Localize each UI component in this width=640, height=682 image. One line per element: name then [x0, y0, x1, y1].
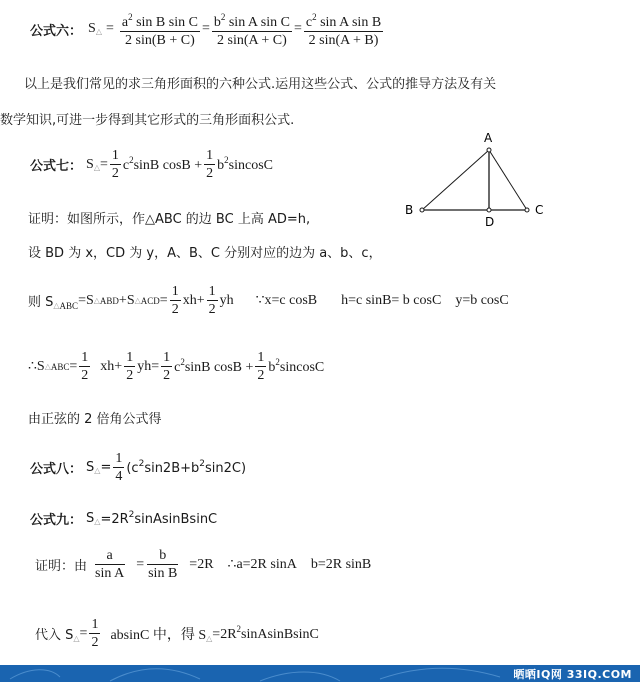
- proof-seven-area-sum: 则 $S_{\triangle ABC}$ =S △ ABD +S △ ACD = $\frac{1}{2}$ xh+ $\frac{1}{2}$ yh ∵x=c cosB h=c sinB= b cosC y=b cosC: [28, 284, 509, 317]
- vertex-label-a: A: [484, 131, 493, 145]
- term-c: $c^2\sin B$ cosB +: [174, 357, 254, 375]
- equals: =: [99, 156, 108, 172]
- triangle-diagram: [400, 128, 560, 228]
- paragraph-line-1: 以上是我们常见的求三角形面积的六种公式.运用这些公式、公式的推导方法及有关: [24, 77, 497, 92]
- substitute-s: 代入 $S_\triangle$: [35, 628, 80, 643]
- vertex-label-b: B: [405, 203, 414, 217]
- term-xh: xh+: [100, 358, 123, 374]
- equals: =: [105, 21, 114, 36]
- fraction-half: $\frac{1}{2}$: [208, 284, 216, 317]
- area-symbol: $S_\triangle$: [86, 511, 101, 526]
- area-symbol: $S_\triangle$: [88, 21, 102, 36]
- area-abc: 则 $S_{\triangle ABC}$: [28, 294, 79, 311]
- fraction-half: $\frac{1}{2}$: [126, 350, 134, 383]
- proof-seven-line-1: 证明：如图所示，作△ABC 的边 BC 上高 AD=h,: [28, 212, 311, 227]
- formula-six: [30, 10, 385, 48]
- formula-nine: [30, 509, 217, 528]
- fraction-half: $\frac{1}{2}$: [206, 148, 214, 181]
- fraction-half: $\frac{1}{2}$: [111, 148, 119, 181]
- fraction-half: $\frac{1}{2}$: [171, 284, 179, 317]
- y-equation: y=b cosC: [455, 292, 509, 308]
- fraction-half: $\frac{1}{2}$: [163, 350, 171, 383]
- term-xh: xh+: [182, 292, 205, 308]
- equals: =: [100, 460, 112, 475]
- equals: =: [201, 21, 210, 36]
- formula-eight: [30, 451, 246, 484]
- h-equation: h=c sinB= b cosC: [341, 292, 442, 308]
- plus-s: +S: [118, 292, 135, 308]
- sub-acd: ACD: [140, 295, 160, 306]
- term-b: $b^2sincosC$: [217, 155, 274, 173]
- therefore-s: ∴S: [28, 359, 45, 374]
- sub-abd: ABD: [99, 295, 119, 306]
- equals: =: [79, 625, 88, 641]
- equals: =: [136, 556, 145, 572]
- equals: =: [159, 292, 168, 308]
- absinC-text: absinC 中，得 $S_\triangle$: [110, 627, 213, 643]
- proof-nine-line-2: [35, 617, 319, 650]
- term-yh: yh: [219, 292, 234, 308]
- equals-2r: =2R: [189, 556, 214, 572]
- fraction-term-2: $\frac{b^2 \sin A \sin C}{2 \sin(A + C)}$: [213, 12, 290, 48]
- formula-eight-label: 公式八：: [30, 462, 83, 477]
- formula-nine-label: 公式九：: [30, 513, 83, 528]
- area-symbol: $S_\triangle$: [86, 156, 100, 172]
- equals: =: [69, 358, 78, 374]
- proof-seven-line-2: 设 BD 为 x，CD 为 y，A、B、C 分别对应的边为 a、b、c，: [28, 246, 382, 261]
- double-angle-note: 由正弦的 2 倍角公式得: [28, 412, 162, 427]
- formula-eight-expression: $(c^2\sin 2B+b^2\sin 2C)$: [126, 459, 247, 476]
- paragraph-line-2: 数学知识,可进一步得到其它形式的三角形面积公式.: [0, 113, 295, 128]
- fraction-term-3: $\frac{c^2 \sin A \sin B}{2 \sin(A + B)}$: [305, 12, 382, 48]
- sub-abc: ABC: [50, 361, 70, 372]
- fraction-half: $\frac{1}{2}$: [91, 617, 99, 650]
- site-brand: 晒晒IQ网 33IQ.COM: [513, 668, 632, 681]
- fraction-a-sinA: $\frac{a}{\text{sin A}}$: [95, 548, 125, 581]
- fraction-half: $\frac{1}{2}$: [257, 350, 265, 383]
- formula-nine-expression: $=2R^2sinAsinBsinC$: [100, 510, 218, 527]
- term-b: $b^2sincosC$: [268, 357, 325, 375]
- term-yh: yh=: [137, 358, 160, 374]
- proof-nine-line-1: [35, 548, 371, 581]
- therefore-a: ∴a=2R sinA: [227, 557, 297, 572]
- fraction-quarter: $\frac{1}{4}$: [115, 451, 123, 484]
- proof-nine-prefix: 证明：由: [35, 559, 88, 574]
- fraction-half: $\frac{1}{2}$: [81, 350, 89, 383]
- fraction-b-sinB: $\frac{b}{\text{sin B}}$: [148, 548, 178, 581]
- formula-six-label: 公式六：: [30, 23, 83, 39]
- formula-seven: [30, 148, 273, 181]
- result-expression: $=2R^2sinAsinBsinC$: [212, 624, 319, 642]
- because-x: ∵x=c cosB: [255, 293, 318, 308]
- equals: =: [293, 21, 302, 36]
- footer-banner: [0, 665, 640, 682]
- proof-seven-therefore: ∴S △ ABC = $\frac{1}{2}$ xh+ $\frac{1}{2}$ yh= $\frac{1}{2}$ $c^2\sin B$ cosB + $\frac{1}{2}$ $b^2sincosC$: [28, 350, 325, 383]
- vertex-label-d: D: [485, 215, 495, 228]
- vertex-label-c: C: [535, 203, 544, 217]
- area-symbol: $S_\triangle$: [86, 460, 101, 475]
- fraction-term-1: $\frac{a^2 \sin B \sin C}{2 \sin(B + C)}$: [121, 12, 198, 48]
- formula-seven-label: 公式七：: [30, 159, 83, 174]
- term-c: $c^2\sin B$ cosB +: [122, 155, 203, 173]
- b-equation: b=2R sinB: [310, 556, 372, 572]
- equals-s: =S: [78, 292, 94, 308]
